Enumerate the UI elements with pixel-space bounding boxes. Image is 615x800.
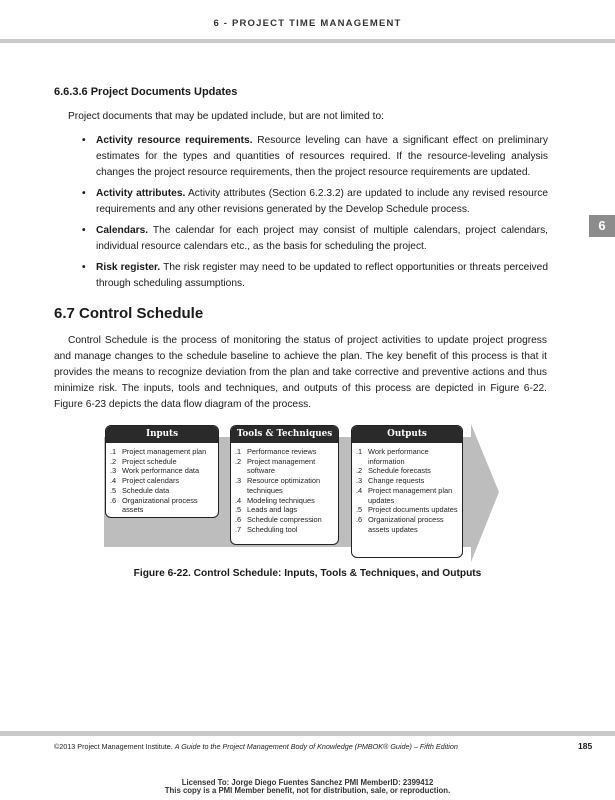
figure-caption: Figure 6-22. Control Schedule: Inputs, Tools & Techniques, and Outputs bbox=[133, 568, 482, 579]
list-item bbox=[82, 223, 548, 255]
list-item: .6 Organizational process assets updates bbox=[356, 514, 444, 534]
bullet-term: Activity attributes. bbox=[96, 188, 186, 199]
ittos-figure bbox=[104, 424, 499, 564]
list-item: .6 Organizational process assets bbox=[110, 495, 198, 515]
outputs-list bbox=[352, 443, 462, 534]
section-heading-67: 6.7 Control Schedule bbox=[54, 305, 204, 322]
bullet-icon: • bbox=[82, 188, 86, 199]
list-item: .2 Project schedule bbox=[110, 456, 177, 466]
bullet-term: Calendars. bbox=[96, 225, 149, 236]
bullet-text: The calendar for each project may consist of multiple calendars, project calendars, individual resource calendars etc., as the basis for scheduling the project. bbox=[96, 225, 548, 252]
header-rule bbox=[0, 39, 615, 43]
list-item: .7 Scheduling tool bbox=[235, 524, 298, 534]
list-item: .1 Work performance information bbox=[356, 447, 429, 466]
list-item bbox=[82, 186, 548, 218]
inputs-title: Inputs bbox=[106, 426, 218, 443]
list-item: .1 Performance reviews bbox=[235, 447, 317, 456]
tools-list bbox=[231, 443, 338, 534]
bullet-icon: • bbox=[82, 225, 86, 236]
list-item: .4 Project management plan updates bbox=[356, 485, 453, 505]
list-item: .3 Resource optimization techniques bbox=[235, 476, 321, 495]
list-item bbox=[82, 133, 548, 181]
running-header bbox=[0, 0, 615, 44]
list-item bbox=[82, 260, 548, 292]
list-item: .3 Work performance data bbox=[110, 466, 200, 476]
list-item: .2 Project management software bbox=[235, 456, 316, 476]
footer-rule bbox=[0, 731, 615, 736]
list-item: .1 Project management plan bbox=[110, 447, 207, 456]
outputs-box bbox=[351, 425, 463, 558]
book-title: A Guide to the Project Management Body of Knowledge (PMBOK® Guide) – Fifth Edition bbox=[174, 742, 458, 751]
license-notice bbox=[0, 779, 615, 795]
list-item: .3 Change requests bbox=[356, 476, 425, 486]
list-item: .6 Schedule compression bbox=[235, 514, 322, 524]
list-item: .2 Schedule forecasts bbox=[356, 466, 431, 476]
list-item: .5 Leads and lags bbox=[235, 505, 298, 515]
section-paragraph: Control Schedule is the process of monitoring the status of project activities to update project progress and manage changes to the schedule baseline to achieve the plan. The key benefit of this process is that it provides the means to recognize deviation from the plan and take corrective and preventive actions and thus minimize risk. The inputs, tools and techniques, and outputs of this process are depicted in Figure 6-22. Figure 6-23 depicts the data flow diagram of the process. bbox=[54, 335, 547, 410]
inputs-box bbox=[105, 425, 219, 518]
license-line-2: This copy is a PMI Member benefit, not for distribution, sale, or reproduction. bbox=[164, 786, 451, 795]
tools-title: Tools & Techniques bbox=[231, 426, 338, 443]
inputs-list bbox=[106, 443, 218, 515]
bullet-term: Risk register. bbox=[96, 262, 161, 273]
page-number: 185 bbox=[578, 741, 593, 751]
footer-copyright: ©2013 Project Management Institute. A Guide to the Project Management Body of Knowledge (PMBOK® Guide) – Fifth Edition bbox=[54, 742, 458, 751]
chapter-title: 6 - PROJECT TIME MANAGEMENT bbox=[213, 18, 402, 29]
section-intro: Project documents that may be updated include, but are not limited to: bbox=[68, 111, 384, 122]
bullet-text: Activity attributes (Section 6.2.3.2) are updated to include any revised resource requirements and any other revisions generated by the Develop Schedule process. bbox=[96, 188, 548, 215]
chapter-tab: 6 bbox=[589, 215, 615, 237]
list-item: .5 Project documents updates bbox=[356, 505, 458, 515]
list-item: .4 Project calendars bbox=[110, 476, 180, 486]
bullet-icon: • bbox=[82, 262, 86, 273]
bullet-list bbox=[82, 133, 548, 297]
list-item: .4 Modeling techniques bbox=[235, 495, 315, 505]
list-item: .5 Schedule data bbox=[110, 485, 170, 495]
section-heading-6636: 6.6.3.6 Project Documents Updates bbox=[54, 86, 238, 98]
bullet-text: Resource leveling can have a significant effect on preliminary estimates for the types and quantities of resources required. If the resource-leveling analysis changes the project resource requirements, then the project resource requirements are updated. bbox=[96, 135, 548, 178]
tools-box bbox=[230, 425, 339, 545]
bullet-term: Activity resource requirements. bbox=[96, 135, 253, 146]
outputs-title: Outputs bbox=[352, 426, 462, 443]
bullet-icon: • bbox=[82, 135, 86, 146]
license-line-1: Licensed To: Jorge Diego Fuentes Sanchez PMI MemberID: 2399412 bbox=[181, 778, 434, 787]
bullet-text: The risk register may need to be updated to reflect opportunities or threats perceived through scheduling assumptions. bbox=[96, 262, 548, 289]
